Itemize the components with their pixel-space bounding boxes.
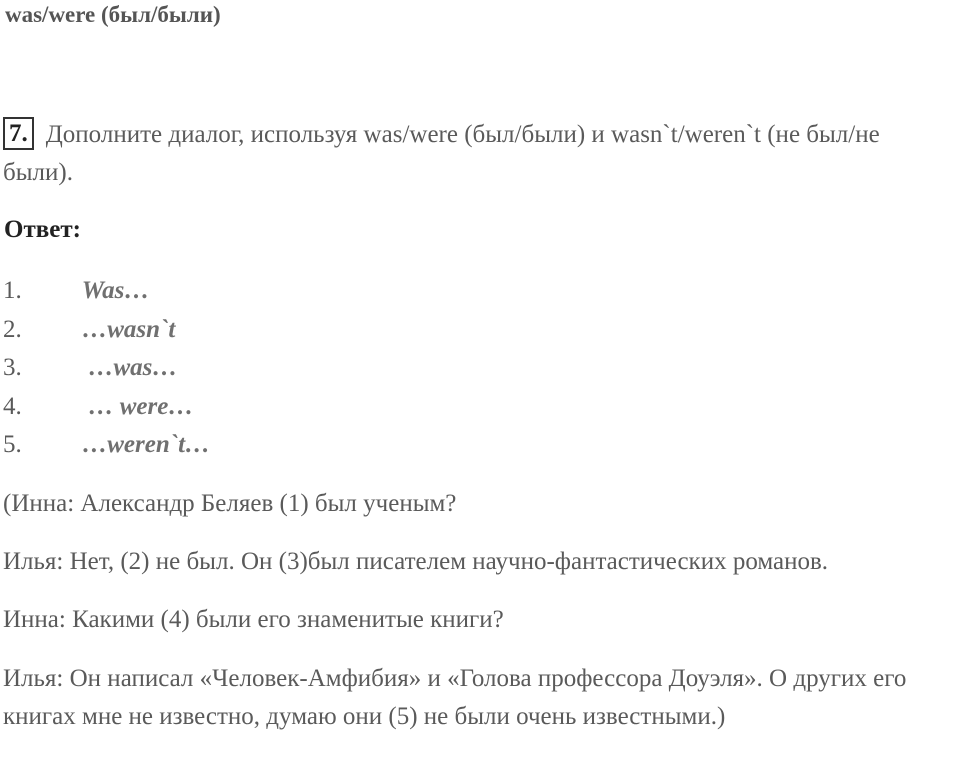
answer-label: Ответ: [4, 216, 81, 243]
dialog-line: (Инна: Александр Беляев (1) был ученым? [3, 490, 457, 517]
answer-number: 1. [3, 277, 22, 304]
dialog-line: Инна: Какими (4) были его знаменитые книги? [3, 606, 504, 633]
answer-text: Was… [76, 277, 150, 304]
dialog-line: Илья: Нет, (2) не был. Он (3)был писателем научно-фантастических романов. [3, 548, 829, 575]
task-instruction [3, 116, 948, 192]
answer-text: … were… [76, 392, 194, 420]
answer-text: …weren`t… [76, 431, 211, 458]
answer-number: 4. [3, 392, 22, 420]
task-number-box: 7. [3, 117, 34, 150]
answer-number: 2. [3, 315, 22, 343]
dialog-line: Илья: Он написал «Человек-Амфибия» и «Голова профессора Доуэля». О других его книгах мне не известно, думаю они (5) не были очень известными.) [3, 665, 907, 730]
answer-text: …wasn`t [76, 315, 176, 343]
answer-number: 3. [3, 354, 22, 381]
answer-text: …was… [76, 354, 178, 381]
task-text: Дополните диалог, используя was/were (был/были) и wasn`t/weren`t (не был/не были). [3, 121, 880, 186]
section-heading: was/were (был/были) [5, 2, 221, 27]
answer-number: 5. [3, 431, 22, 458]
